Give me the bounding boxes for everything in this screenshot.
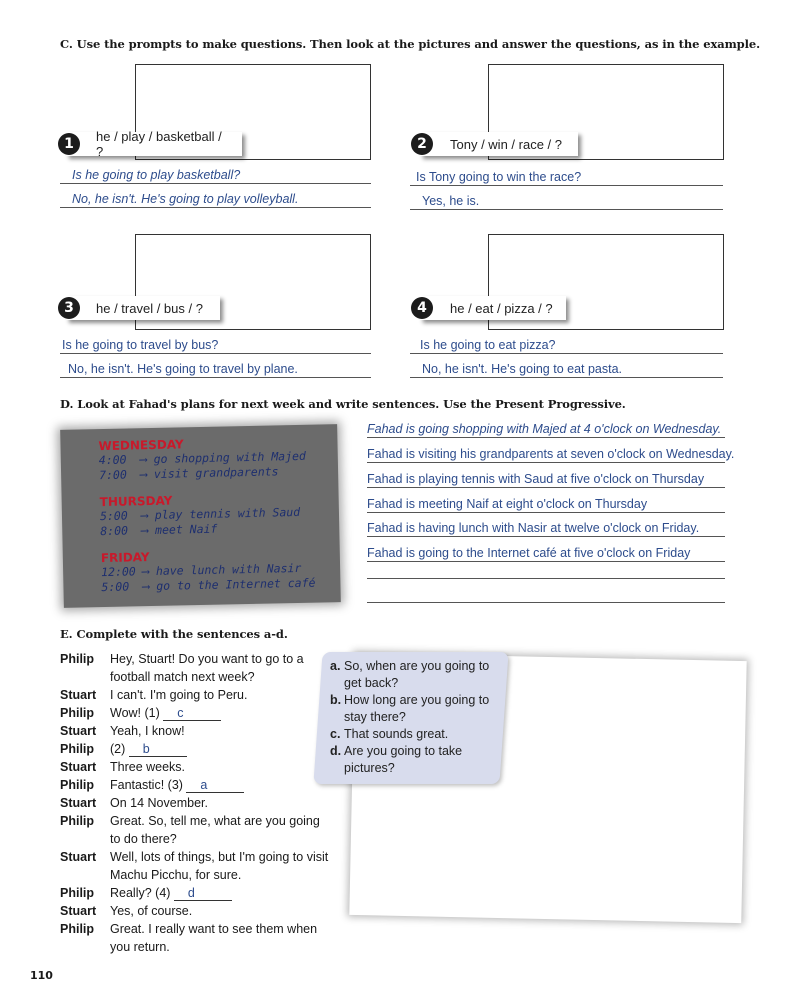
section-e-heading: E. Complete with the sentences a-d. (60, 627, 288, 641)
options-list (330, 658, 500, 777)
dialogue-line: Philip Fantastic! (3) a (60, 776, 330, 794)
plan-row: 5:00 ⟶ go to the Internet café (101, 575, 316, 595)
dialogue-line: Philip Great. So, tell me, what are you going to do there? (60, 814, 320, 846)
blank-3[interactable]: a (186, 778, 244, 793)
plan-row: 4:00 ⟶ go shopping with Majed (98, 448, 307, 468)
question-4[interactable]: Is he going to eat pizza? (410, 332, 723, 354)
option-b: b. How long are you going to stay there? (330, 693, 490, 724)
answer-4[interactable]: No, he isn't. He's going to eat pasta. (410, 356, 723, 378)
prompt-4 (420, 296, 566, 320)
plan-row: 7:00 ⟶ visit grandparents (98, 464, 279, 483)
dialogue-line: Stuart Three weeks. (60, 760, 186, 774)
dialogue-line: Philip Great. I really want to see them when you return. (60, 922, 318, 954)
dialogue (60, 650, 330, 956)
option-d: d. Are you going to take pictures? (330, 744, 463, 775)
prompt-3-text: he / travel / bus / ? (96, 300, 203, 316)
plan-row: 8:00 ⟶ meet Naif (100, 521, 218, 539)
section-d-heading: D. Look at Fahad's plans for next week and write sentences. Use the Present Progressive. (60, 397, 626, 411)
option-a: a. So, when are you going to get back? (330, 659, 490, 690)
prompt-4-text: he / eat / pizza / ? (450, 300, 553, 316)
plan-row: 5:00 ⟶ play tennis with Saud (99, 504, 301, 524)
option-c: c. That sounds great. (330, 727, 449, 741)
number-3: 3 (58, 297, 80, 319)
dialogue-line: Philip Wow! (1) c (60, 704, 330, 722)
question-2[interactable]: Is Tony going to win the race? (410, 164, 723, 186)
question-3[interactable]: Is he going to travel by bus? (60, 332, 371, 354)
number-2: 2 (411, 133, 433, 155)
arrow-icon: ⟶ (141, 523, 149, 538)
sentence-line-3[interactable]: Fahad is playing tennis with Saud at five o'clock on Thursday (367, 466, 725, 488)
page-number: 110 (30, 969, 53, 982)
sentence-line-1[interactable]: Fahad is going shopping with Majed at 4 o'clock on Wednesday. (367, 416, 725, 438)
prompt-2-text: Tony / win / race / ? (450, 136, 562, 152)
dialogue-line: Stuart Yes, of course. (60, 904, 193, 918)
answer-2[interactable]: Yes, he is. (410, 188, 723, 210)
arrow-icon: ⟶ (139, 452, 147, 467)
day-label: THURSDAY (99, 493, 173, 510)
blank-4[interactable]: d (174, 886, 232, 901)
prompt-2 (420, 132, 578, 156)
sentence-line-7[interactable] (367, 557, 725, 579)
dialogue-line: Philip Really? (4) d (60, 884, 330, 902)
dialogue-line: Stuart On 14 November. (60, 796, 208, 810)
sentence-line-2[interactable]: Fahad is visiting his grandparents at seven o'clock on Wednesday. (367, 441, 725, 463)
question-1[interactable]: Is he going to play basketball? (60, 162, 371, 184)
arrow-icon: ⟶ (141, 564, 150, 579)
answer-3[interactable]: No, he isn't. He's going to travel by plane. (60, 356, 371, 378)
plan-row: 12:00 ⟶ have lunch with Nasir (101, 560, 302, 580)
arrow-icon: ⟶ (140, 508, 148, 523)
day-label: FRIDAY (100, 550, 150, 566)
sentence-line-6[interactable]: Fahad is going to the Internet café at five o'clock on Friday (367, 540, 725, 562)
prompt-1-text: he / play / basketball / ? (96, 129, 222, 159)
prompt-1 (66, 129, 242, 159)
plans-board (60, 424, 341, 608)
dialogue-line: Philip (2) b (60, 740, 330, 758)
section-c-heading: C. Use the prompts to make questions. Then look at the pictures and answer the questions, as in the example. (60, 37, 760, 51)
blank-1[interactable]: c (163, 706, 221, 721)
prompt-3 (66, 296, 220, 320)
dialogue-line: Stuart Well, lots of things, but I'm going to visit Machu Picchu, for sure. (60, 850, 329, 882)
dialogue-line: Stuart I can't. I'm going to Peru. (60, 688, 248, 702)
number-4: 4 (411, 297, 433, 319)
sentence-line-4[interactable]: Fahad is meeting Naif at eight o'clock on Thursday (367, 491, 725, 513)
dialogue-line: Philip Hey, Stuart! Do you want to go to a football match next week? (60, 652, 304, 684)
answer-1[interactable]: No, he isn't. He's going to play volleyball. (60, 186, 371, 208)
number-1: 1 (58, 133, 80, 155)
blank-2[interactable]: b (129, 742, 187, 757)
sentence-line-5[interactable]: Fahad is having lunch with Nasir at twelve o'clock on Friday. (367, 515, 725, 537)
arrow-icon: ⟶ (139, 467, 148, 482)
sentence-line-8[interactable] (367, 581, 725, 603)
dialogue-line: Stuart Yeah, I know! (60, 724, 185, 738)
arrow-icon: ⟶ (142, 579, 150, 594)
day-label: WEDNESDAY (98, 437, 184, 454)
